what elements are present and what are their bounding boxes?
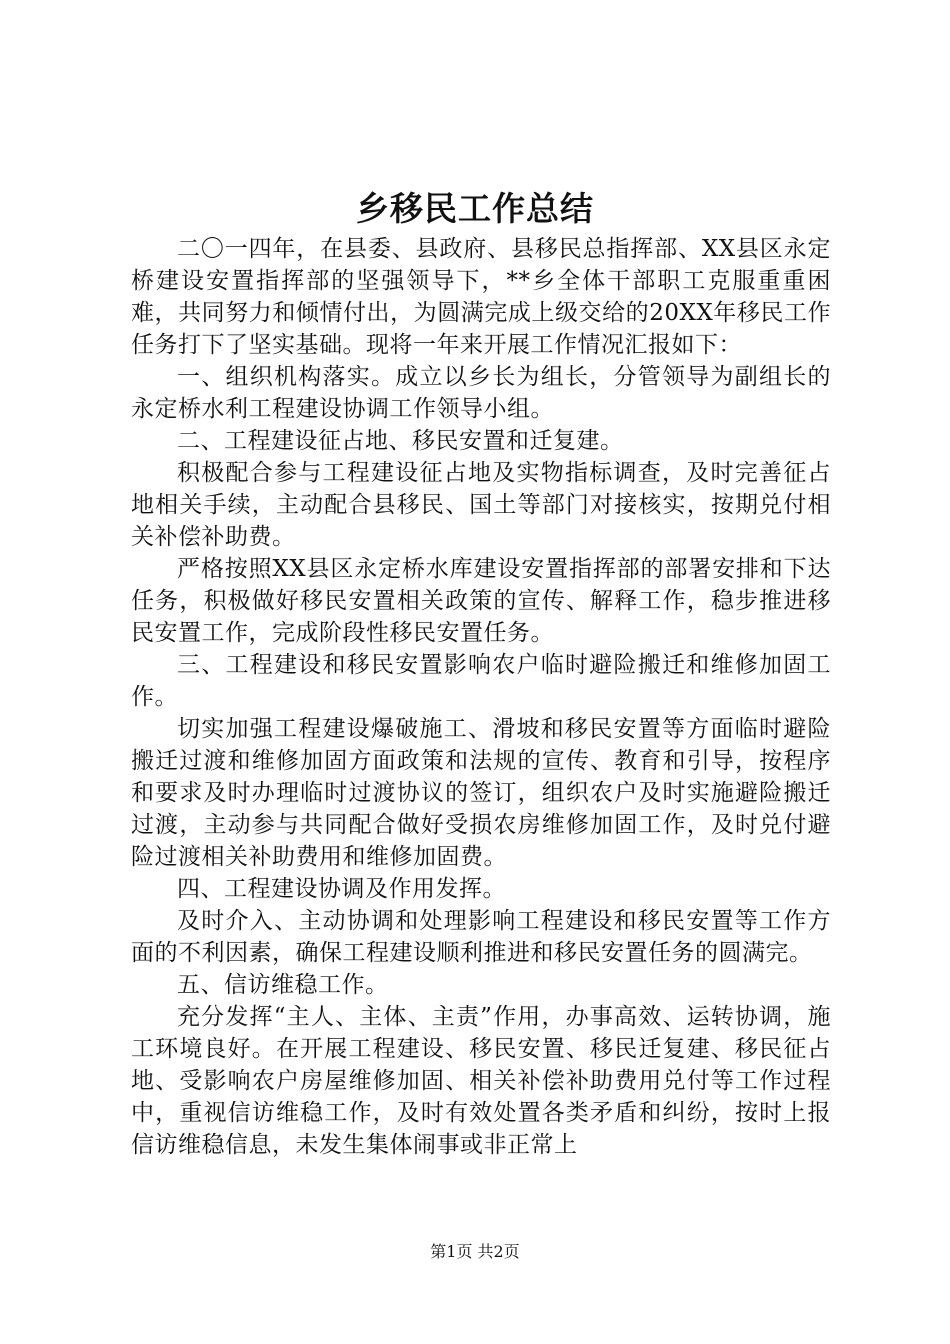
paragraph-section-3-heading: 三、工程建设和移民安置影响农户临时避险搬迁和维修加固工作。 [131, 652, 831, 710]
paragraph-section-5-heading: 五、信访维稳工作。 [177, 972, 389, 998]
paragraph-section-4-heading: 四、工程建设协调及作用发挥。 [177, 876, 506, 902]
paragraph-section-1: 一、组织机构落实。成立以乡长为组长，分管领导为副组长的永定桥水利工程建设协调工作领导小组。 [131, 364, 831, 422]
paragraph-section-5-body: 充分发挥“主人、主体、主责”作用，办事高效、运转协调，施工环境良好。在开展工程建设、移民安置、移民迁复建、移民征占地、受影响农户房屋维修加固、相关补偿补助费用兑付等工作过程中，重视信访维稳工作，及时有效处置各类矛盾和纠纷，按时上报信访维稳信息，未发生集体闹事或非正常上 [131, 1004, 831, 1158]
page-footer: 第1页 共2页 [430, 1242, 520, 1261]
paragraph-section-2-heading: 二、工程建设征占地、移民安置和迁复建。 [177, 428, 624, 454]
paragraph-section-2-item-2: 严格按照XX县区永定桥水库建设安置指挥部的部署安排和下达任务，积极做好移民安置相关政策的宣传、解释工作，稳步推进移民安置工作，完成阶段性移民安置任务。 [131, 556, 831, 646]
paragraph-section-3-body: 切实加强工程建设爆破施工、滑坡和移民安置等方面临时避险搬迁过渡和维修加固方面政策和法规的宣传、教育和引导，按程序和要求及时办理临时过渡协议的签订，组织农户及时实施避险搬迁过渡，主动参与共同配合做好受损农房维修加固工作，及时兑付避险过渡相关补助费用和维修加固费。 [131, 716, 831, 870]
document-title: 乡移民工作总结 [356, 189, 594, 228]
paragraph-section-2-item-1: 积极配合参与工程建设征占地及实物指标调查，及时完善征占地相关手续，主动配合县移民、国土等部门对接核实，按期兑付相关补偿补助费。 [131, 460, 831, 550]
paragraph-intro: 二〇一四年，在县委、县政府、县移民总指挥部、XX县区永定桥建设安置指挥部的坚强领导下，**乡全体干部职工克服重重困难，共同努力和倾情付出，为圆满完成上级交给的20XX年移民工作任务打下了坚实基础。现将一年来开展工作情况汇报如下： [131, 236, 831, 358]
document-body [131, 233, 831, 1161]
paragraph-section-4-body: 及时介入、主动协调和处理影响工程建设和移民安置等工作方面的不利因素，确保工程建设顺利推进和移民安置任务的圆满完。 [131, 908, 831, 966]
